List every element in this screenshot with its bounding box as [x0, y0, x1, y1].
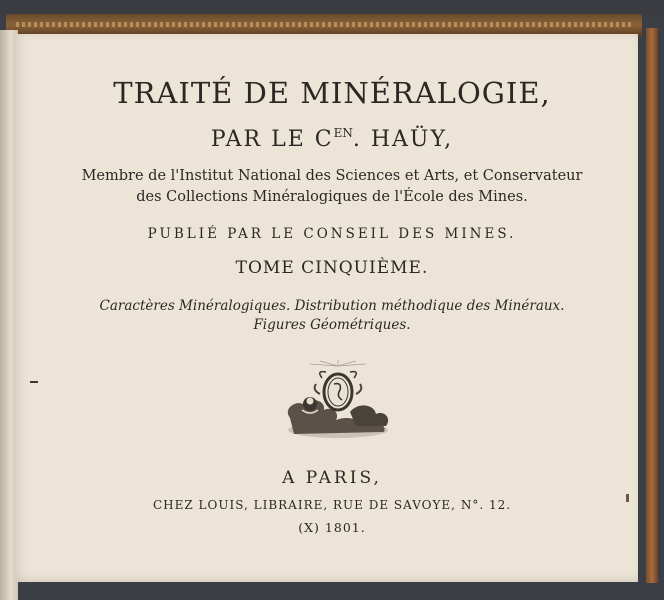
- imprint-city: A PARIS,: [282, 468, 382, 488]
- publisher-note: PUBLIÉ PAR LE CONSEIL DES MINES.: [147, 226, 517, 242]
- imprint-year: (X) 1801.: [298, 520, 366, 535]
- contents-line-2: Figures Géométriques.: [253, 317, 411, 333]
- author-prefix: PAR LE C: [210, 127, 334, 152]
- gilt-top-edge: [6, 14, 642, 36]
- author-name: . HAÜY,: [352, 127, 454, 152]
- book-title: TRAITÉ DE MINÉRALOGIE,: [113, 76, 551, 110]
- contents-line-1: Caractères Minéralogiques. Distribution méthodique des Minéraux.: [99, 298, 565, 314]
- volume-label: TOME CINQUIÈME.: [235, 258, 429, 278]
- imprint-bookseller: CHEZ LOUIS, LIBRAIRE, RUE DE SAVOYE, N°. 12.: [152, 498, 512, 512]
- margin-mark: [30, 381, 38, 383]
- author-superscript: EN: [333, 126, 353, 140]
- page-edge-mark: [626, 494, 629, 502]
- membership-line-2: des Collections Minéralogiques de l'École des Mines.: [136, 189, 528, 205]
- author-line: [0, 126, 664, 152]
- membership-line-1: Membre de l'Institut National des Sciences et Arts, et Conservateur: [81, 168, 583, 184]
- vignette-ornament-icon: [280, 360, 396, 440]
